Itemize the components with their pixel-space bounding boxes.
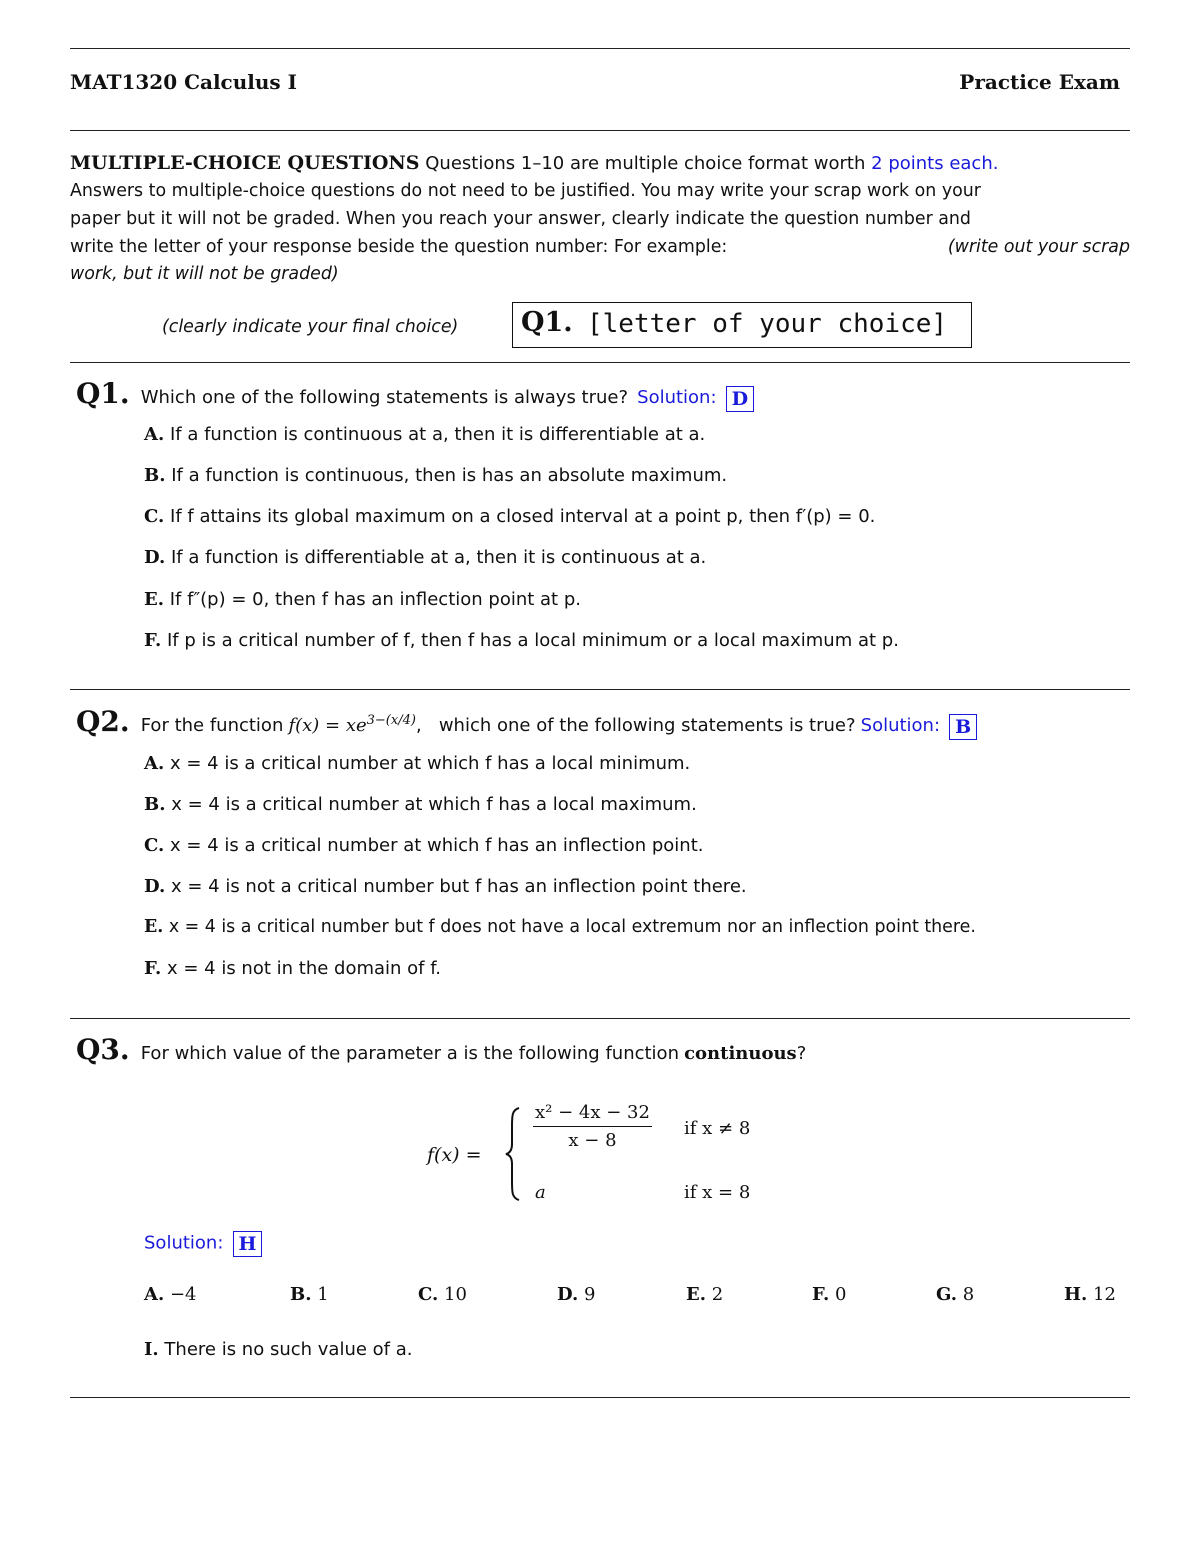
q3-option-b-letter: B. — [290, 1284, 312, 1305]
q3-option-i[interactable] — [144, 1339, 412, 1360]
q3-left-brace-path — [506, 1108, 519, 1200]
q3-option-b[interactable] — [290, 1284, 329, 1305]
q3-label: Q3. — [76, 1033, 130, 1066]
q3-option-g-letter: G. — [936, 1284, 957, 1305]
q3-left-brace — [504, 1106, 522, 1202]
q2-option-c-letter: C. — [144, 835, 165, 856]
q1-stem — [76, 377, 754, 412]
q1-option-b[interactable] — [144, 465, 727, 486]
example-label: (clearly indicate your final choice) — [162, 317, 459, 337]
q1-option-e-letter: E. — [144, 589, 164, 610]
q2-rule — [70, 1018, 1130, 1019]
q3-option-e[interactable] — [686, 1284, 723, 1305]
top-rule — [70, 48, 1130, 49]
q1-option-f-letter: F. — [144, 630, 162, 651]
q2-function — [288, 715, 415, 736]
points-each: 2 points each. — [871, 153, 999, 174]
q3-option-b-text: 1 — [317, 1284, 329, 1305]
q3-solution-label: Solution: — [144, 1232, 224, 1254]
header-rule — [70, 130, 1130, 131]
exam-title: Practice Exam — [959, 70, 1120, 94]
q1-rule — [70, 689, 1130, 690]
q1-text: Which one of the following statements is always true? — [140, 387, 629, 408]
course-title: MAT1320 Calculus I — [70, 70, 297, 94]
q1-answer-box: D — [726, 386, 754, 412]
q1-option-e-text: If f″(p) = 0, then f has an inflection point at p. — [169, 589, 581, 610]
q2-option-b-text: x = 4 is a critical number at which f has a local maximum. — [171, 794, 697, 815]
q3-option-c-letter: C. — [418, 1284, 439, 1305]
q3-rule — [70, 1397, 1130, 1398]
intro-line-5: work, but it will not be graded) — [70, 264, 339, 284]
q2-option-f[interactable] — [144, 958, 441, 979]
q3-option-d-text: 9 — [583, 1284, 596, 1305]
q2-option-b[interactable] — [144, 794, 697, 815]
q2-option-e-text: x = 4 is a critical number but f does not have a local extremum nor an inflection point there. — [168, 917, 976, 937]
q1-option-e[interactable] — [144, 589, 581, 610]
q3-text-end: ? — [796, 1043, 807, 1064]
q1-option-a-text: If a function is continuous at a, then it is differentiable at a. — [169, 424, 706, 445]
intro-line-2: Answers to multiple-choice questions do not need to be justified. You may write your scrap work on your — [70, 181, 981, 201]
q3-option-g[interactable] — [936, 1284, 974, 1305]
intro-line-3: paper but it will not be graded. When you reach your answer, clearly indicate the question number and — [70, 209, 971, 229]
q2-option-a-letter: A. — [144, 753, 165, 774]
q3-option-f[interactable] — [812, 1284, 846, 1305]
q2-function-base: f(x) = xe — [288, 715, 367, 736]
q2-stem — [76, 705, 977, 740]
q3-option-c[interactable] — [418, 1284, 467, 1305]
q3-case1-denominator: x − 8 — [568, 1130, 617, 1151]
q3-answer-box: H — [233, 1231, 263, 1257]
intro-rule — [70, 362, 1130, 363]
q3-case2-value: a — [535, 1182, 546, 1203]
q2-option-a[interactable] — [144, 753, 690, 774]
q3-option-i-text: There is no such value of a. — [164, 1339, 413, 1360]
q3-option-c-text: 10 — [444, 1284, 467, 1305]
intro-line-4 — [70, 234, 727, 262]
q3-text-bold: continuous — [684, 1043, 797, 1064]
q3-option-f-text: 0 — [834, 1284, 847, 1305]
q3-stem — [76, 1033, 806, 1066]
q2-solution-label: Solution: — [860, 715, 941, 736]
q2-option-d-text: x = 4 is not a critical number but f has an inflection point there. — [170, 876, 747, 897]
q3-option-h-text: 12 — [1093, 1284, 1116, 1305]
intro-heading: MULTIPLE-CHOICE QUESTIONS — [70, 152, 420, 174]
q3-option-d-letter: D. — [557, 1284, 579, 1305]
q3-option-i-letter: I. — [144, 1339, 159, 1360]
q3-option-h[interactable] — [1064, 1284, 1116, 1305]
intro-text-4: write the letter of your response beside the question number: For example: — [70, 237, 728, 257]
intro-text-1: Questions 1–10 are multiple choice format worth — [425, 153, 866, 174]
intro-line-1 — [70, 150, 998, 178]
q3-option-g-text: 8 — [962, 1284, 975, 1305]
q3-function-lhs: f(x) = — [427, 1144, 482, 1166]
q1-solution-label: Solution: — [637, 387, 717, 408]
q3-option-f-letter: F. — [812, 1284, 830, 1305]
q2-option-e-letter: E. — [144, 917, 164, 937]
q3-case1-numerator: x² − 4x − 32 — [533, 1102, 652, 1127]
q1-option-c-text: If f attains its global maximum on a closed interval at a point p, then f′(p) = 0. — [170, 506, 876, 527]
q3-option-a-letter: A. — [144, 1284, 165, 1305]
q2-option-f-letter: F. — [144, 958, 162, 979]
q2-option-c-text: x = 4 is a critical number at which f has an inflection point. — [170, 835, 704, 856]
q3-text-a: For which value of the parameter a is the following function — [140, 1043, 679, 1064]
q3-option-h-letter: H. — [1064, 1284, 1088, 1305]
q2-option-d-letter: D. — [144, 876, 166, 897]
q2-option-c[interactable] — [144, 835, 703, 856]
q3-solution — [144, 1231, 262, 1257]
q3-option-e-text: 2 — [711, 1284, 724, 1305]
q3-option-a[interactable] — [144, 1284, 197, 1305]
q3-case1-condition: if x ≠ 8 — [684, 1118, 751, 1139]
q1-option-d-text: If a function is differentiable at a, then it is continuous at a. — [170, 547, 707, 568]
q1-option-c[interactable] — [144, 506, 875, 527]
q2-option-d[interactable] — [144, 876, 747, 897]
q3-case2-condition: if x = 8 — [684, 1182, 751, 1203]
q2-option-b-letter: B. — [144, 794, 166, 815]
q3-option-a-text: −4 — [169, 1284, 197, 1305]
q2-text-b: , which one of the following statements is true? — [415, 715, 856, 736]
q2-answer-box: B — [949, 714, 977, 740]
q2-option-f-text: x = 4 is not in the domain of f. — [166, 958, 441, 979]
q2-function-exponent: 3−(x/4) — [366, 713, 416, 728]
q1-option-b-letter: B. — [144, 465, 166, 486]
q3-option-e-letter: E. — [686, 1284, 706, 1305]
q2-text-a: For the function — [140, 715, 284, 736]
q1-option-c-letter: C. — [144, 506, 165, 527]
q1-option-f[interactable] — [144, 630, 899, 651]
example-question: Q1. — [521, 307, 573, 338]
example-choice: [letter of your choice] — [587, 309, 948, 339]
q3-option-d[interactable] — [557, 1284, 595, 1305]
q1-option-a-letter: A. — [144, 424, 165, 445]
q1-option-b-text: If a function is continuous, then is has an absolute maximum. — [171, 465, 728, 486]
intro-line-4-italic: (write out your scrap — [947, 237, 1130, 257]
q3-case1-fraction — [533, 1102, 652, 1151]
q1-option-f-text: If p is a critical number of f, then f has a local minimum or a local maximum at p. — [166, 630, 899, 651]
q1-label: Q1. — [76, 377, 130, 410]
q1-option-a[interactable] — [144, 424, 705, 445]
q1-option-d[interactable] — [144, 547, 706, 568]
example-answer-box — [512, 302, 972, 348]
q2-option-e[interactable] — [144, 917, 976, 937]
q2-option-a-text: x = 4 is a critical number at which f has a local minimum. — [169, 753, 691, 774]
q1-option-d-letter: D. — [144, 547, 166, 568]
q2-label: Q2. — [76, 705, 130, 738]
